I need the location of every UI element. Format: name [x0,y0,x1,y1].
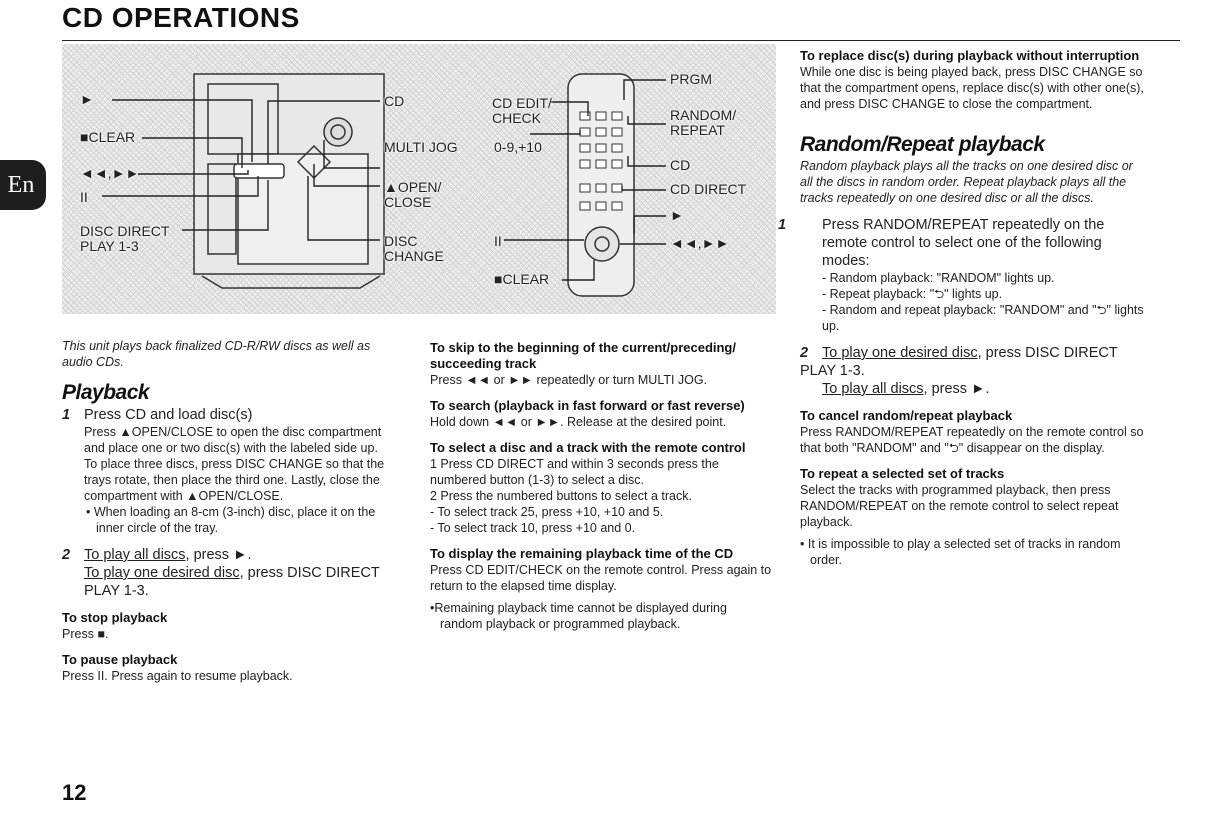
step-1-bullet: • When loading an 8-cm (3-inch) disc, place it on the inner circle of the tray. [86,505,376,535]
step-2-line-a [62,546,404,564]
select-item-1: 1 Press CD DIRECT and within 3 seconds press the numbered button (1-3) to select a disc. [430,457,719,487]
search-text: Hold down ◄◄ or ►►. Release at the desired point. [430,415,727,429]
play-one-disc-link: To play one desired disc [84,565,240,581]
rr-step-1-number: 1 [778,217,787,233]
play-all-discs-link: To play all discs [84,547,186,563]
remaining-bullet: •Remaining playback time cannot be displayed during random playback or programmed playback. [430,601,727,631]
column-track-control [430,340,772,632]
select-heading: To select a disc and a track with the remote control [430,440,746,455]
replace-heading: To replace disc(s) during playback without interruption [800,48,1140,63]
label-skip: ◄◄,►► [80,165,140,181]
label-cd: CD [384,93,405,109]
unit-base [202,276,380,288]
page-title: CD OPERATIONS [62,2,300,33]
step-1-para-2: To place three discs, press DISC CHANGE so that the trays rotate, then place the third one. Lastly, close the compartment with ▲OPEN/CLOSE. [84,457,385,503]
select-item-3: - To select track 25, press +10, +10 and 5. [430,505,664,519]
heading-playback: Playback [62,381,150,404]
rr-step-2-b-rest: , press ►. [923,381,990,397]
replace-text: While one disc is being played back, press DISC CHANGE so that the compartment opens, replace disc(s) with other one(s), and press DISC CHANGE to close the compartment. [800,65,1144,111]
step-2-a-rest: , press ►. [185,547,252,563]
step-1-number: 1 [62,407,71,423]
stop-text: Press ■. [62,627,109,641]
step-1-title [62,406,404,424]
stop-heading: To stop playback [62,610,168,625]
set-bullet: • It is impossible to play a selected set of tracks in random order. [800,537,1121,567]
step-2-number: 2 [62,547,71,563]
cd-unit-remote-figure [62,44,776,314]
set-heading: To repeat a selected set of tracks [800,466,1005,481]
label-remote-skip: ◄◄,►► [670,235,730,251]
rr-play-all-discs-link: To play all discs [822,381,924,397]
multi-jog-dial [324,118,352,146]
skip-heading: To skip to the beginning of the current/preceding/ succeeding track [430,340,736,371]
label-random-repeat: RANDOM/ REPEAT [670,107,737,138]
heading-random-repeat: Random/Repeat playback [800,133,1045,156]
label-cd-edit-check: CD EDIT/ CHECK [492,95,552,126]
remaining-heading: To display the remaining playback time of the CD [430,546,734,561]
label-remote-cd: CD [670,157,691,173]
label-remote-clear: ■CLEAR [494,271,550,287]
language-tab: En [0,160,46,210]
step-2-b-rest: , press DISC DIRECT PLAY 1-3. [84,565,380,599]
step-1-text: Press CD and load disc(s) [84,407,253,423]
label-clear: ■CLEAR [80,129,136,145]
title-rule [62,40,1180,41]
remaining-text: Press CD EDIT/CHECK on the remote control. Press again to return to the elapsed time display. [430,563,772,593]
rr-play-one-disc-link: To play one desired disc [822,345,978,361]
mode-random-repeat: - Random and repeat playback: "RANDOM" and "⮌" lights up. [822,303,1144,333]
remote-dpad [585,227,619,261]
page-number: 12 [62,780,87,805]
cancel-text: Press RANDOM/REPEAT repeatedly on the remote control so that both "RANDOM" and "⮌" disappear on the display. [800,425,1144,455]
label-play: ► [80,91,94,107]
select-item-2: 2 Press the numbered buttons to select a track. [430,489,692,503]
search-heading: To search (playback in fast forward or fast reverse) [430,398,745,413]
mode-random: - Random playback: "RANDOM" lights up. [822,271,1055,285]
label-remote-play: ► [670,207,684,223]
rr-step-2-number: 2 [800,345,809,361]
label-pause: II [80,189,88,205]
intro-text: This unit plays back finalized CD-R/RW discs as well as audio CDs. [62,339,371,369]
step-2-line-b [62,564,404,600]
label-disc-direct: DISC DIRECT PLAY 1-3 [80,223,170,254]
step-1-para-1: Press ▲OPEN/CLOSE to open the disc compartment and place one or two disc(s) with the labeled side up. [84,425,382,455]
rr-step-2-line-b [800,380,1144,398]
set-text: Select the tracks with programmed playback, then press RANDOM/REPEAT on the remote control to select repeat playback. [800,483,1119,529]
cancel-heading: To cancel random/repeat playback [800,408,1013,423]
mode-repeat: - Repeat playback: "⮌" lights up. [822,287,1003,301]
column-playback [62,338,404,684]
rr-step-2-a-rest: , press DISC DIRECT PLAY 1-3. [800,345,1118,379]
label-number-keys: 0-9,+10 [494,139,542,155]
label-open-close: ▲OPEN/ CLOSE [384,179,442,210]
rr-step-1 [778,216,1144,270]
skip-text: Press ◄◄ or ►► repeatedly or turn MULTI JOG. [430,373,708,387]
pause-heading: To pause playback [62,652,178,667]
rr-step-2-line-a [800,344,1144,380]
column-random-repeat [778,48,1144,568]
pause-text: Press II. Press again to resume playback. [62,669,293,683]
label-cd-direct: CD DIRECT [670,181,747,197]
label-prgm: PRGM [670,71,712,87]
label-multi-jog: MULTI JOG [384,139,458,155]
rr-step-1-text: Press RANDOM/REPEAT repeatedly on the remote control to select one of the following modes: [822,217,1105,269]
select-item-4: - To select track 10, press +10 and 0. [430,521,636,535]
label-disc-change: DISC CHANGE [384,233,444,264]
random-intro: Random playback plays all the tracks on one desired disc or all the discs in random order. Repeat playback plays all the tracks repeatedly on one desired disc or all the discs. [800,159,1133,205]
label-remote-pause: II [494,233,502,249]
